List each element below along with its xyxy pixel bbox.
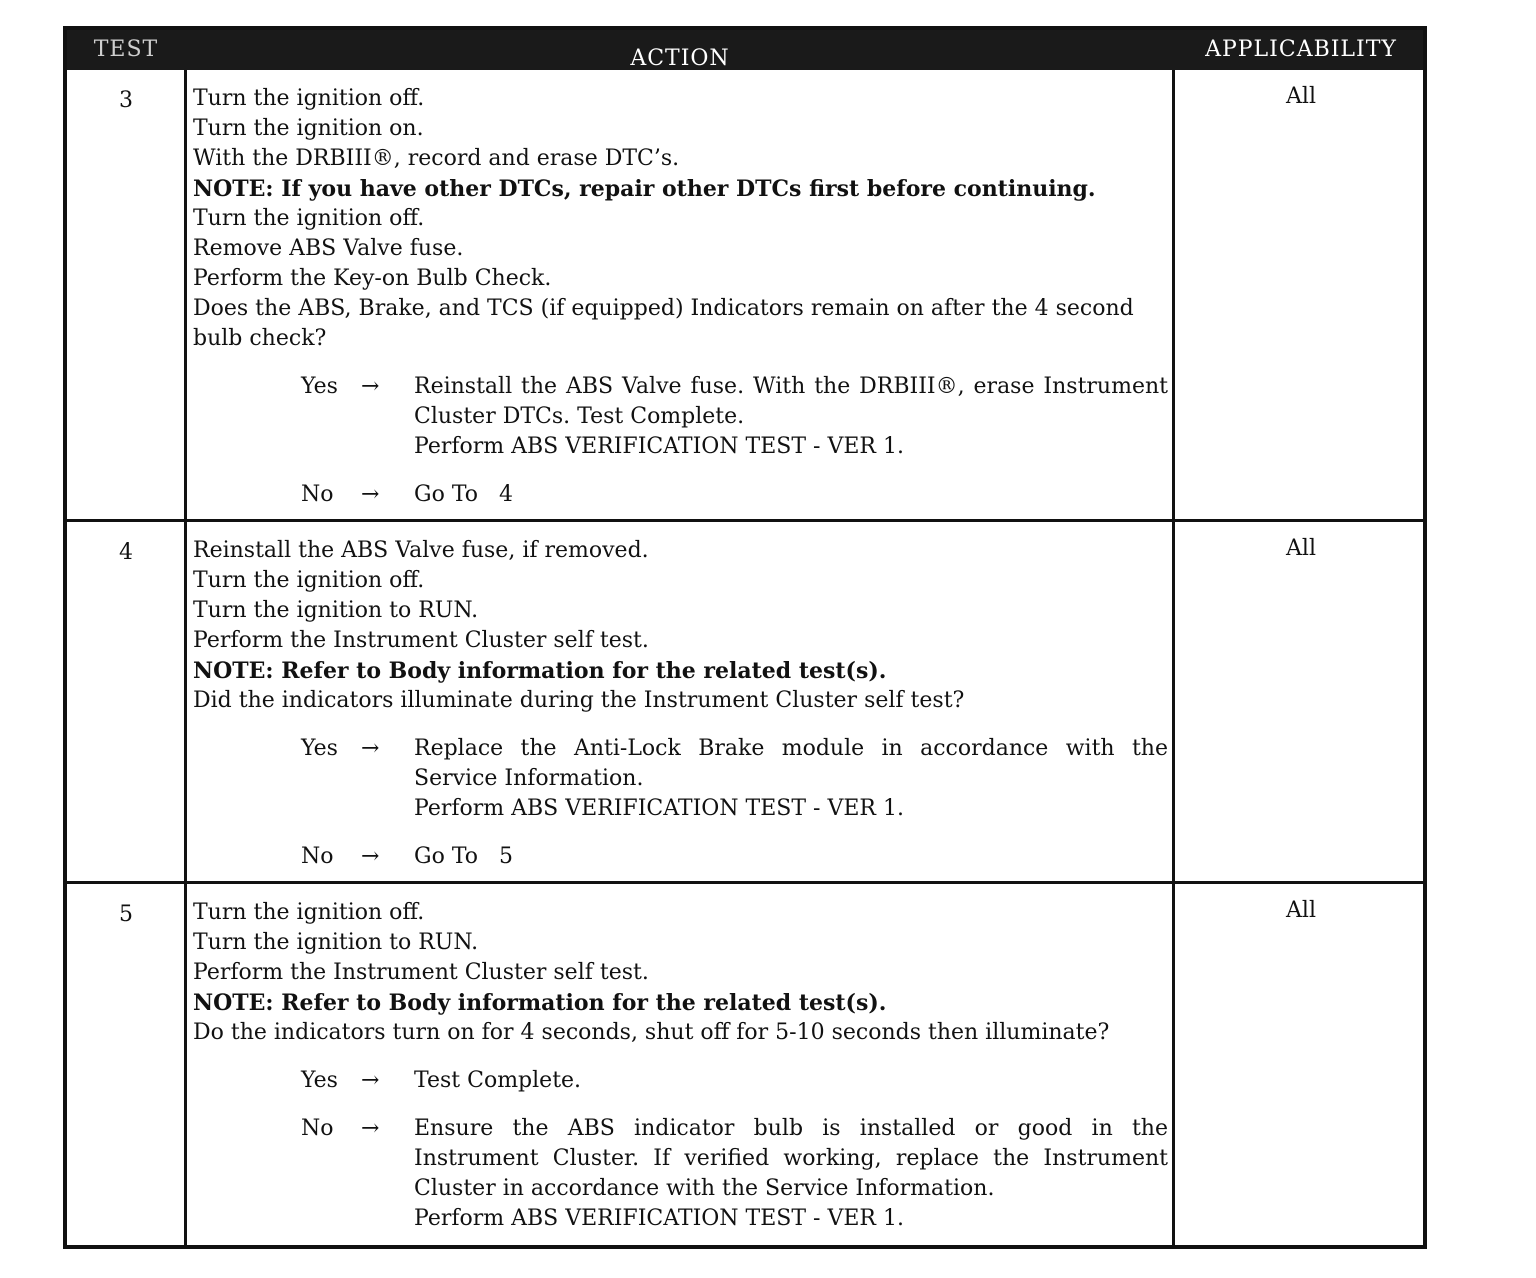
- no-response: [301, 1114, 1168, 1234]
- response-line: Reinstall the ABS Valve fuse. With the DRBIII®, erase Instrument Cluster DTCs. Test Complete.: [414, 374, 1168, 429]
- step-text: With the DRBIII®, record and erase DTC’s.: [193, 146, 680, 171]
- step-text: Perform the Instrument Cluster self test.: [193, 628, 649, 653]
- arrow-icon: →: [361, 1116, 380, 1141]
- table-header: [67, 30, 1423, 70]
- arrow-icon: →: [361, 1068, 380, 1093]
- response-line: Replace the Anti-Lock Brake module in accordance with the Service Information.: [414, 736, 1168, 791]
- test-number: 4: [119, 540, 133, 565]
- step-text: Turn the ignition off.: [193, 568, 425, 593]
- applicability-value: All: [1286, 898, 1316, 923]
- step-text: Turn the ignition to RUN.: [193, 930, 479, 955]
- step-text: Perform the Key-on Bulb Check.: [193, 266, 552, 291]
- table-row: [67, 884, 1423, 1249]
- step-text: Perform the Instrument Cluster self test.: [193, 960, 649, 985]
- step-text: Turn the ignition on.: [193, 116, 424, 141]
- arrow-icon: →: [361, 736, 380, 761]
- no-response: [301, 842, 1168, 872]
- test-number: 3: [119, 88, 133, 113]
- question-text: Did the indicators illuminate during the Instrument Cluster self test?: [193, 688, 965, 713]
- response-line: Perform ABS VERIFICATION TEST - VER 1.: [414, 434, 904, 459]
- question-text: Do the indicators turn on for 4 seconds, shut off for 5-10 seconds then illuminate?: [193, 1020, 1110, 1045]
- no-response: [301, 480, 1168, 510]
- header-action: ACTION: [630, 46, 730, 71]
- header-test: TEST: [93, 37, 159, 62]
- response-text: [414, 842, 1168, 872]
- applicability-value: All: [1286, 84, 1316, 109]
- response-text: [414, 1066, 1168, 1096]
- yes-label: Yes: [301, 736, 338, 761]
- header-applicability: APPLICABILITY: [1205, 37, 1397, 62]
- step-text: Reinstall the ABS Valve fuse, if removed.: [193, 538, 649, 563]
- yes-response: [301, 734, 1168, 824]
- response-line: Go To 4: [414, 482, 513, 507]
- note-text: NOTE: If you have other DTCs, repair other DTCs first before continuing.: [193, 176, 1096, 202]
- response-text: [414, 734, 1168, 824]
- step-text: Remove ABS Valve fuse.: [193, 236, 464, 261]
- arrow-icon: →: [361, 374, 380, 399]
- response-text: [414, 480, 1168, 510]
- no-label: No: [301, 844, 334, 869]
- action-cell: [193, 536, 1168, 872]
- yes-response: [301, 1066, 1168, 1096]
- step-text: Turn the ignition off.: [193, 900, 425, 925]
- table-row: [67, 70, 1423, 519]
- response-line: Perform ABS VERIFICATION TEST - VER 1.: [414, 796, 904, 821]
- table-row: [67, 522, 1423, 881]
- response-line: Ensure the ABS indicator bulb is installed or good in the Instrument Cluster. If verified working, replace the Instrument Cluster in accordance with the Service Information.: [414, 1116, 1168, 1201]
- response-text: [414, 372, 1168, 462]
- response-line: Go To 5: [414, 844, 513, 869]
- yes-label: Yes: [301, 1068, 338, 1093]
- no-label: No: [301, 482, 334, 507]
- test-table: [63, 26, 1427, 1249]
- no-label: No: [301, 1116, 334, 1141]
- action-cell: [193, 84, 1168, 510]
- step-text: Turn the ignition off.: [193, 86, 425, 111]
- arrow-icon: →: [361, 844, 380, 869]
- response-text: [414, 1114, 1168, 1234]
- step-text: Turn the ignition off.: [193, 206, 425, 231]
- yes-label: Yes: [301, 374, 338, 399]
- arrow-icon: →: [361, 482, 380, 507]
- action-cell: [193, 898, 1168, 1234]
- yes-response: [301, 372, 1168, 462]
- question-text: Does the ABS, Brake, and TCS (if equipped) Indicators remain on after the 4 second bulb check?: [193, 296, 1134, 351]
- step-text: Turn the ignition to RUN.: [193, 598, 479, 623]
- response-line: Perform ABS VERIFICATION TEST - VER 1.: [414, 1206, 904, 1231]
- response-line: Test Complete.: [414, 1068, 582, 1093]
- note-text: NOTE: Refer to Body information for the related test(s).: [193, 658, 887, 684]
- applicability-value: All: [1286, 536, 1316, 561]
- test-number: 5: [119, 902, 133, 927]
- note-text: NOTE: Refer to Body information for the related test(s).: [193, 990, 887, 1016]
